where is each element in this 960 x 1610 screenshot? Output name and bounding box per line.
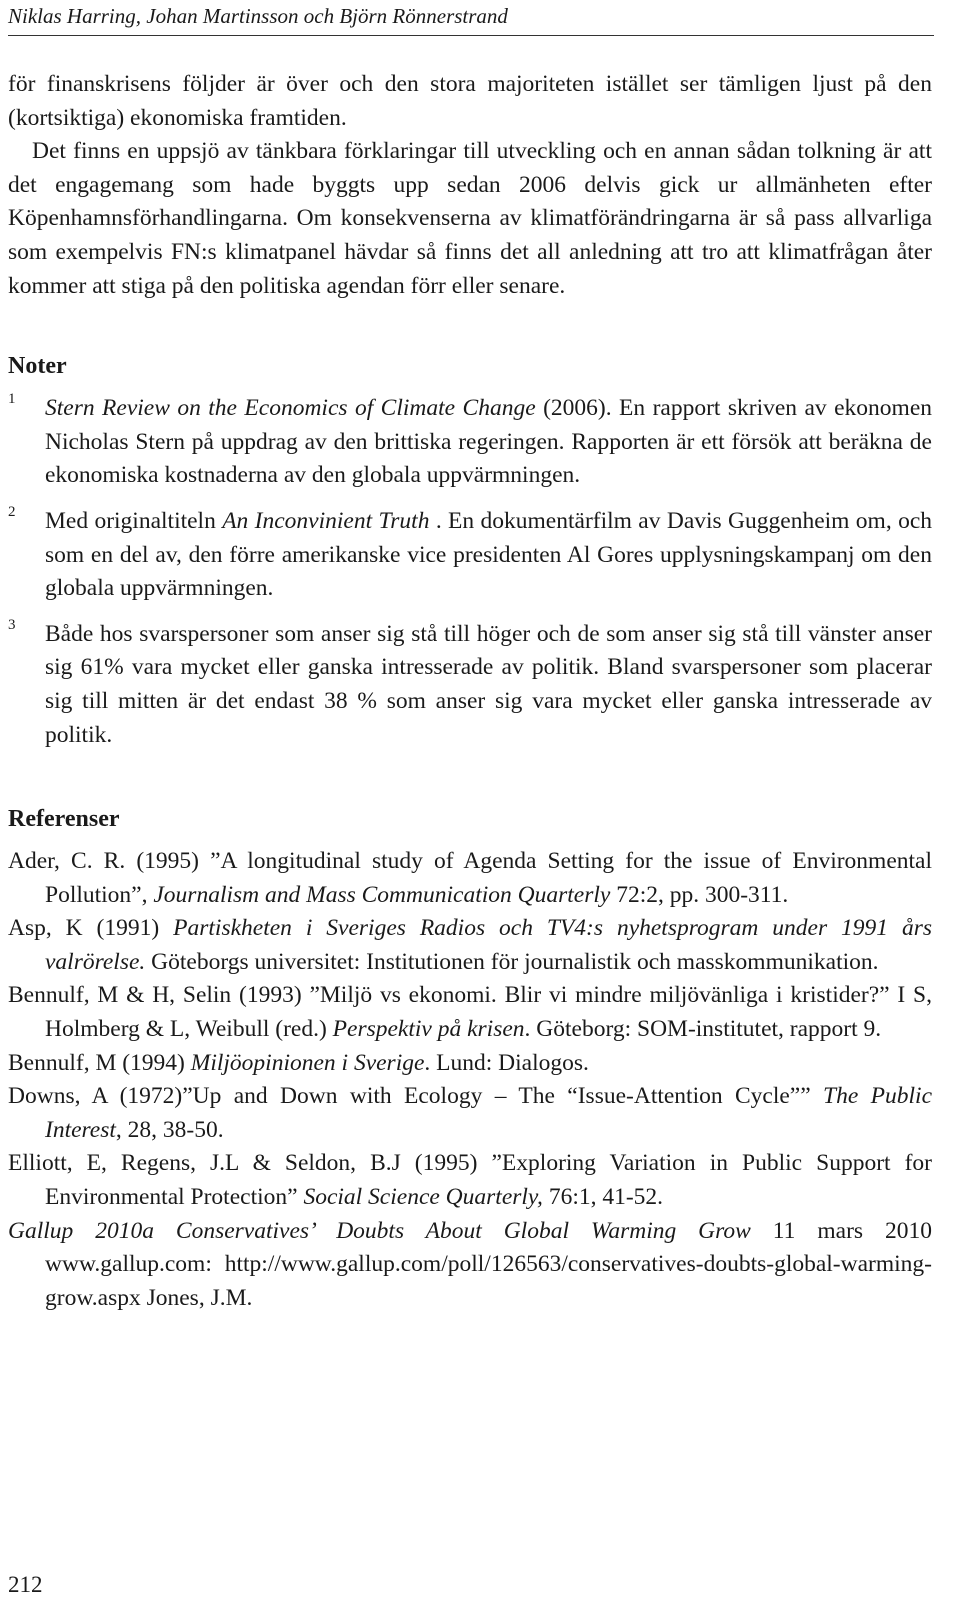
reference-text: Bennulf, M (1994) <box>8 1049 191 1076</box>
footnote-number: 2 <box>8 503 16 520</box>
header-rule <box>8 35 934 36</box>
reference-text: Elliott, E, Regens, J.L & Seldon, B.J (1995) ”Exploring Variation in Public Support for Environmental Protection” <box>8 1150 932 1211</box>
footnote <box>8 618 932 752</box>
reference-entry <box>8 979 932 1046</box>
reference-text: . Lund: Dialogos. <box>424 1049 589 1076</box>
reference-text: Göteborgs universitet: Institutionen för journalistik och masskommunikation. <box>145 948 879 975</box>
page-body <box>8 68 932 1315</box>
reference-text: 11 mars 2010 www.gallup.com: http://www.gallup.com/poll/126563/conservatives-doubts-global-warming-grow.aspx Jones, J.M. <box>45 1217 932 1311</box>
running-head: Niklas Harring, Johan Martinsson och Björn Rönnerstrand <box>8 4 508 28</box>
reference-source: Partiskheten i Sveriges Radios och TV4:s nyhetsprogram under 1991 års valrörelse. <box>45 915 932 975</box>
footnote-number: 3 <box>8 616 16 633</box>
footnote-text: . En dokumentärfilm av Davis Guggenheim om, och som en del av, den förre amerikanske vice presidenten Al Gores upplysningskampanj om den globala uppvärmningen. <box>45 507 932 602</box>
reference-text: Bennulf, M & H, Selin (1993) ”Miljö vs ekonomi. Blir vi mindre miljövänliga i kristider?” I S, Holmberg & L, Weibull (red.) <box>8 982 932 1043</box>
footnote <box>8 505 932 606</box>
reference-source: Perspektiv på krisen <box>332 1016 525 1043</box>
reference-text: Ader, C. R. (1995) ”A longitudinal study of Agenda Setting for the issue of Environmental Pollution”, <box>8 848 932 908</box>
reference-entry <box>8 845 932 912</box>
body-paragraph: för finanskrisens följder är över och den stora majoriteten istället ser tämligen ljust på den (kortsiktiga) ekonomiska framtiden. <box>8 71 932 131</box>
footnote-title: An Inconvinient Truth <box>222 507 430 534</box>
page-number: 212 <box>8 1572 43 1597</box>
references-list <box>8 845 932 1315</box>
reference-entry <box>8 1047 932 1081</box>
footnote-title: Stern Review on the Economics of Climate Change <box>45 395 536 422</box>
reference-text: Downs, A (1972)”Up and Down with Ecology – The “Issue-Attention Cycle”” <box>8 1083 824 1110</box>
body-paragraph: Det finns en uppsjö av tänkbara förklaringar till utveckling och en annan sådan tolkning är att det engagemang som hade byggts upp sedan 2006 delvis gick ur allmänheten efter Köpenhamnsförhandlingarna. Om konsekvenserna av klimatförändringarna är så pass allvarliga som exempelvis FN:s klimatpanel hävdar så finns det all anledning att tro att klimatfrågan åter kommer att stiga på den politiska agendan förr eller senare. <box>8 138 932 299</box>
reference-entry <box>8 1215 932 1316</box>
reference-source: Journalism and Mass Communication Quarterly <box>153 881 611 908</box>
footnote-text: (2006). En rapport skriven av ekonomen Nicholas Stern på uppdrag av den brittiska regeringen. Rapporten är ett försök att beräkna de ekonomiska kostnaderna av den globala uppvärmningen. <box>45 395 933 489</box>
reference-source: The Public Interest <box>45 1083 933 1143</box>
footnote-text: Både hos svarspersoner som anser sig stå till höger och de som anser sig stå till vänster anser sig 61% vara mycket eller ganska intresserade av politik. Bland svarspersoner som placerar sig till mitten är det endast 38 % som anser sig vara mycket eller ganska intresserade av politik. <box>45 620 932 748</box>
reference-text: Asp, K (1991) <box>8 915 174 942</box>
reference-source: Social Science Quarterly, <box>303 1184 543 1211</box>
reference-text: 76:1, 41-52. <box>542 1184 664 1211</box>
notes-heading: Noter <box>8 353 67 380</box>
reference-source: Gallup 2010a Conservatives’ Doubts About Global Warming Grow <box>8 1217 751 1244</box>
references-heading: Referenser <box>8 806 120 833</box>
footnote-number: 1 <box>8 391 16 408</box>
reference-entry <box>8 1147 932 1214</box>
notes-list <box>8 392 932 752</box>
footnote-text: Med originaltiteln <box>45 507 223 534</box>
reference-text: . Göteborg: SOM-institutet, rapport 9. <box>524 1016 882 1043</box>
reference-source: Miljöopinionen i Sverige <box>190 1049 425 1076</box>
reference-text: 72:2, pp. 300-311. <box>610 881 789 908</box>
reference-entry <box>8 912 932 979</box>
reference-entry <box>8 1080 932 1147</box>
footnote <box>8 392 932 493</box>
reference-text: , 28, 38-50. <box>115 1116 224 1143</box>
